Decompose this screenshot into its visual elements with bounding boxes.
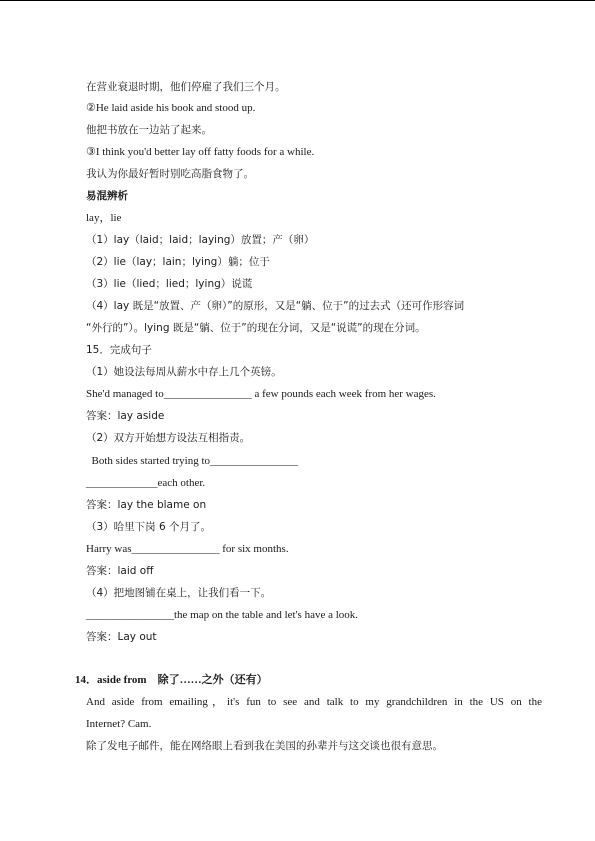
text-line: 除了发电子邮件，能在网络眼上看到我在美国的孙辈并与这交谈也很有意思。 xyxy=(86,740,443,752)
answer-line: 答案：Lay out xyxy=(86,631,157,643)
text-line: （2）lie（lay；lain；lying）躺；位于 xyxy=(86,256,270,268)
item-heading: 14．aside from 除了……之外（还有） xyxy=(75,674,268,686)
fill-in-line: ________________the map on the table and let's have a look. xyxy=(86,609,359,621)
text-line: “外行的”）。lying 既是“躺、位于”的现在分词，又是“说谎”的现在分词。 xyxy=(86,322,426,334)
text-line: And aside from emailing，it's fun to see and talk to my grandchildren in the US on the xyxy=(86,696,542,708)
fill-in-line: She'd managed to________________ a few pounds each week from her wages. xyxy=(86,388,436,400)
answer-line: 答案：laid off xyxy=(86,565,154,577)
text-line: （3）哈里下岗 6 个月了。 xyxy=(86,521,212,533)
text-line: 他把书放在一边站了起来。 xyxy=(86,124,212,136)
text-line: （1）lay（laid；laid；laying）放置；产（卵） xyxy=(86,234,315,246)
fill-in-line: Harry was________________ for six months. xyxy=(86,543,289,555)
fill-in-line: Both sides started trying to________________ xyxy=(86,455,299,467)
text-line: 我认为你最好暂时别吃高脂食物了。 xyxy=(86,168,254,180)
fill-in-line: _____________each other. xyxy=(86,477,206,489)
text-line: （1）她设法每周从薪水中存上几个英镑。 xyxy=(86,366,282,378)
text-line: lay，lie xyxy=(86,212,122,224)
text-line: （4）lay 既是“放置、产（卵）”的原形，又是“躺、位于”的过去式（还可作形容词 xyxy=(86,300,465,312)
text-line: ②He laid aside his book and stood up. xyxy=(86,102,256,114)
text-line: ③I think you'd better lay off fatty foods for a while. xyxy=(86,146,315,158)
answer-line: 答案：lay aside xyxy=(86,410,165,422)
answer-line: 答案：lay the blame on xyxy=(86,499,207,511)
text-line: （2）双方开始想方设法互相指责。 xyxy=(86,432,251,444)
text-line: Internet? Cam. xyxy=(86,718,152,730)
text-line: 在营业衰退时期，他们停雇了我们三个月。 xyxy=(86,81,286,93)
text-line: （3）lie（lied；lied；lying）说谎 xyxy=(86,278,253,290)
text-line: （4）把地图铺在桌上，让我们看一下。 xyxy=(86,587,272,599)
exercise-heading: 15．完成句子 xyxy=(86,344,152,356)
section-heading: 易混辨析 xyxy=(86,190,128,202)
